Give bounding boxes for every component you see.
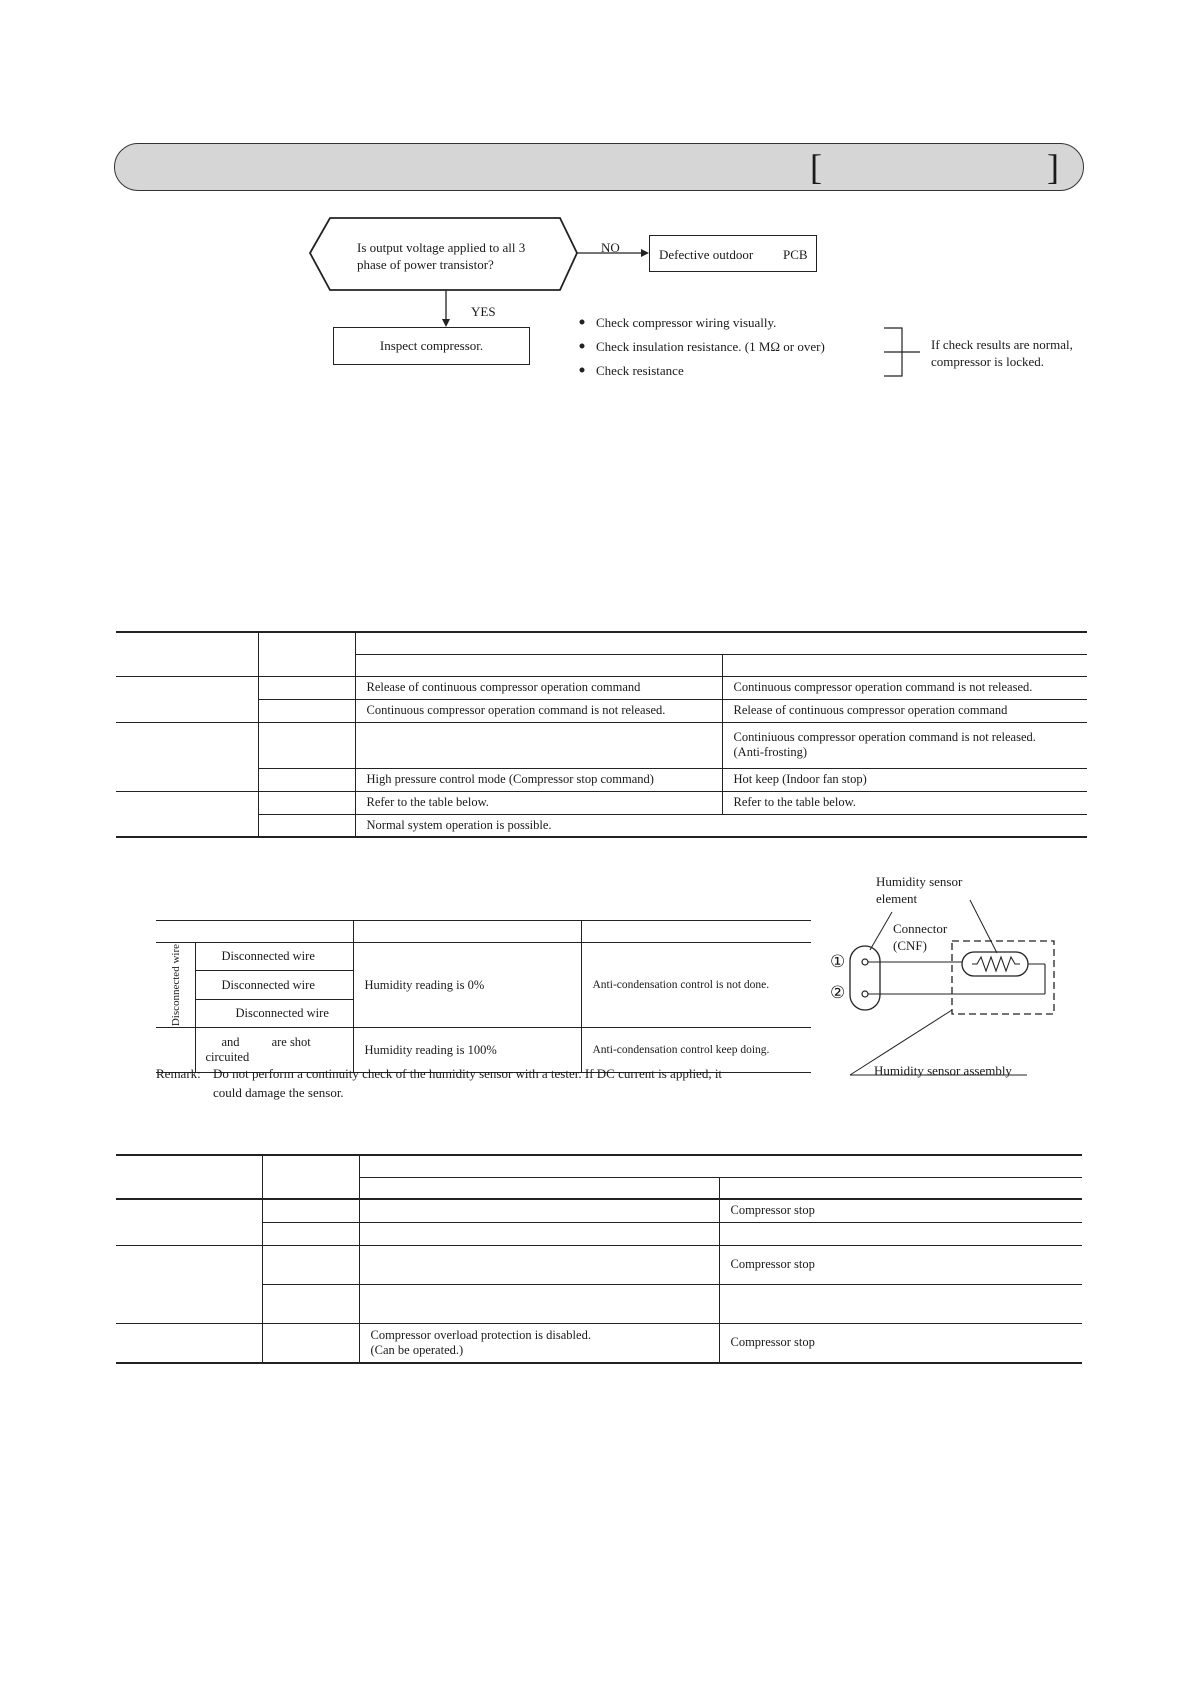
table-row bbox=[116, 791, 1087, 814]
yes-arrow-head bbox=[442, 319, 450, 327]
operation-table-2 bbox=[116, 1154, 1082, 1364]
bracket-right: ] bbox=[1047, 147, 1059, 187]
table1-cell: Normal system operation is possible. bbox=[355, 814, 1087, 837]
element-label-line-2: element bbox=[876, 891, 918, 906]
connector-label bbox=[893, 920, 947, 954]
table1-cell bbox=[722, 722, 1087, 768]
connector-label-line-1: Connector bbox=[893, 921, 948, 936]
operation-table-1 bbox=[116, 631, 1087, 838]
table2-cell: Compressor stop bbox=[719, 1199, 1082, 1222]
pin-1-label: ① bbox=[830, 952, 846, 971]
shot-and-text: and bbox=[221, 1035, 240, 1050]
table2-cell-line-1: Compressor overload protection is disabled. bbox=[370, 1327, 591, 1342]
check-item-2: Check insulation resistance. (1 MΩ or over) bbox=[596, 339, 825, 354]
check-item-1: Check compressor wiring visually. bbox=[596, 315, 777, 330]
pin-1-terminal bbox=[862, 959, 868, 965]
table1-cell-line-1: Continiuous compressor operation command is not released. bbox=[733, 730, 1036, 744]
table2-cell: Compressor stop bbox=[719, 1245, 1082, 1284]
defective-pcb-label: PCB bbox=[783, 247, 808, 262]
defective-pcb-box bbox=[649, 235, 817, 272]
connector-label-line-2: (CNF) bbox=[893, 938, 927, 953]
table-row bbox=[116, 1199, 1082, 1222]
humidity-reading-100: Humidity reading is 100% bbox=[353, 1028, 581, 1073]
connector-body bbox=[850, 946, 880, 1010]
table-row bbox=[116, 699, 1087, 722]
remark-line-2: could damage the sensor. bbox=[213, 1085, 344, 1100]
table1-cell bbox=[355, 722, 722, 768]
table1-cell: Continuous compressor operation command is not released. bbox=[722, 676, 1087, 699]
table1-cell: Release of continuous compressor operation command bbox=[722, 699, 1087, 722]
remark-line-1: Do not perform a continuity check of the humidity sensor with a tester. If DC current is applied, it bbox=[213, 1066, 723, 1081]
table-row bbox=[116, 814, 1087, 837]
humidity-condition-cell: Disconnected wire bbox=[195, 999, 353, 1027]
table1-cell: Refer to the table below. bbox=[722, 791, 1087, 814]
table-row bbox=[116, 676, 1087, 699]
connector-leader bbox=[870, 912, 892, 950]
table2-cell bbox=[719, 1222, 1082, 1245]
no-label: NO bbox=[601, 240, 620, 255]
humidity-reading-0: Humidity reading is 0% bbox=[353, 943, 581, 1028]
circuited-text: circuited bbox=[205, 1050, 250, 1065]
table2-cell-line-2: (Can be operated.) bbox=[370, 1342, 464, 1357]
table-row bbox=[116, 768, 1087, 791]
element-leader bbox=[970, 900, 997, 953]
humidity-condition-cell: Disconnected wire bbox=[195, 971, 353, 999]
table-row bbox=[156, 943, 811, 971]
table1-cell: Refer to the table below. bbox=[355, 791, 722, 814]
disconnected-wire-side-label: Disconnected wire bbox=[156, 943, 195, 1028]
check-result-line-1: If check results are normal, bbox=[931, 337, 1073, 352]
decision-question-line-1: Is output voltage applied to all 3 bbox=[357, 240, 526, 255]
humidity-element-label bbox=[876, 873, 962, 907]
table1-cell: Continuous compressor operation command is not released. bbox=[355, 699, 722, 722]
humidity-header-row bbox=[156, 921, 811, 943]
remark-label: Remark: bbox=[156, 1066, 201, 1081]
pin-2-label: ② bbox=[830, 983, 846, 1002]
table2-cell bbox=[719, 1284, 1082, 1323]
humidity-sensor-table bbox=[156, 920, 811, 1073]
table1-header-row bbox=[116, 632, 1087, 654]
shot-circuit-text: are shot bbox=[271, 1035, 311, 1050]
yes-label: YES bbox=[471, 304, 496, 319]
bullet-2 bbox=[580, 344, 585, 349]
table-row bbox=[116, 1245, 1082, 1284]
check-result-note bbox=[931, 336, 1073, 370]
humidity-assembly-label: Humidity sensor assembly bbox=[874, 1063, 1012, 1078]
element-label-line-1: Humidity sensor bbox=[876, 874, 963, 889]
table2-cell: Compressor stop bbox=[719, 1323, 1082, 1363]
bracket-left: [ bbox=[810, 147, 822, 187]
table1-cell: High pressure control mode (Compressor stop command) bbox=[355, 768, 722, 791]
decision-question bbox=[357, 239, 525, 273]
table1-cell: Release of continuous compressor operation command bbox=[355, 676, 722, 699]
table-row bbox=[116, 722, 1087, 768]
pin-2-terminal bbox=[862, 991, 868, 997]
table2-header-row bbox=[116, 1155, 1082, 1177]
table1-cell-line-2: (Anti-frosting) bbox=[733, 745, 808, 759]
decision-question-line-2: phase of power transistor? bbox=[357, 257, 494, 272]
inspect-compressor-box: Inspect compressor. bbox=[333, 327, 530, 365]
bullet-1 bbox=[580, 320, 585, 325]
resistor-symbol bbox=[972, 957, 1020, 971]
check-result-line-2: compressor is locked. bbox=[931, 354, 1045, 369]
check-item-3: Check resistance bbox=[596, 363, 684, 378]
humidity-condition-cell: Disconnected wire bbox=[195, 943, 353, 971]
humidity-control-0: Anti-condensation control is not done. bbox=[581, 943, 811, 1028]
bullet-3 bbox=[580, 368, 585, 373]
no-arrow-head bbox=[641, 249, 649, 257]
table1-cell: Hot keep (Indoor fan stop) bbox=[722, 768, 1087, 791]
table-row bbox=[116, 1323, 1082, 1363]
humidity-control-100: Anti-condensation control keep doing. bbox=[581, 1028, 811, 1073]
table2-cell bbox=[359, 1323, 719, 1363]
defective-pcb-text: Defective outdoor bbox=[659, 247, 754, 262]
